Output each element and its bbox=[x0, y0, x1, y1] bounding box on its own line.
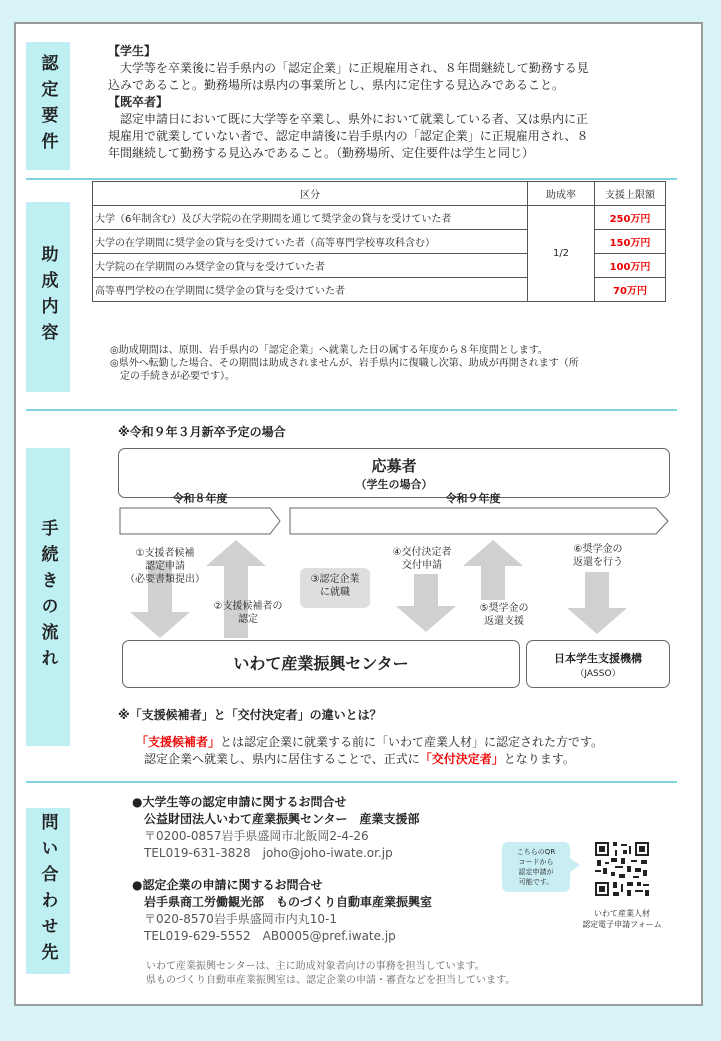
c2-tel[interactable]: TEL019-629-5552 AB0005@pref.iwate.jp bbox=[144, 929, 396, 943]
contact-2 bbox=[132, 877, 512, 945]
c1-org: 公益財団法人いわて産業振興センター 産業支援部 bbox=[144, 812, 420, 826]
student-text-2: 込みであること。勤務場所は県内の事業所とし、県内に定住する見込みであること。 bbox=[108, 78, 565, 92]
c1-address: 〒0200-0857岩手県盛岡市北飯岡2-4-26 bbox=[144, 829, 369, 843]
diff-line-2 bbox=[144, 751, 684, 768]
diff-text-3: となります。 bbox=[503, 752, 575, 766]
term-candidate: 「支援候補者」 bbox=[136, 735, 221, 749]
contact-label: 問い合わせ先 bbox=[26, 808, 70, 974]
graduate-heading: 【既卒者】 bbox=[108, 95, 169, 109]
step5-line2: 返還支援 bbox=[484, 616, 524, 627]
arrow-step4 bbox=[396, 574, 456, 632]
row-category: 大学の在学期間に奨学金の貸与を受けていた者（高等専門学校専攻科含む） bbox=[93, 230, 528, 254]
step6-line2: 返還を行う bbox=[573, 557, 623, 568]
step2-line2: 認定 bbox=[238, 614, 258, 625]
term-recipient: 「交付決定者」 bbox=[419, 752, 504, 766]
footer-2: 県ものづくり自動車産業振興室は、認定企業の申請・審査などを担当しています。 bbox=[146, 975, 516, 986]
jasso-sub: （JASSO） bbox=[575, 669, 621, 679]
row-category: 大学院の在学期間のみ奨学金の貸与を受けていた者 bbox=[93, 254, 528, 278]
qr-caption-1: いわて産業人材 bbox=[594, 909, 650, 918]
student-heading: 【学生】 bbox=[108, 44, 157, 58]
step5-line1: ⑤奨学金の bbox=[479, 603, 529, 614]
row-category: 高等専門学校の在学期間に奨学金の貸与を受けていた者 bbox=[93, 278, 528, 302]
row-limit: 70万円 bbox=[595, 278, 666, 302]
row-category: 大学（6年制含む）及び大学院の在学期間を通じて奨学金の貸与を受けていた者 bbox=[93, 206, 528, 230]
aid-note-3: 定の手続きが必要です）。 bbox=[120, 371, 235, 382]
requirements-label: 認定要件 bbox=[26, 42, 70, 170]
step3-line1: ③認定企業 bbox=[310, 574, 360, 585]
qr-code-icon[interactable] bbox=[593, 840, 651, 898]
step3-line2: に就職 bbox=[320, 587, 350, 598]
contact-1 bbox=[132, 794, 492, 862]
aid-note-2: ◎県外へ転勤した場合、その期間は助成されませんが、岩手県内に復職し次第、助成が再開されます（所 bbox=[110, 358, 579, 369]
step4-text bbox=[382, 546, 462, 572]
center-box: いわて産業振興センター bbox=[122, 640, 520, 688]
rate-cell: 1/2 bbox=[528, 206, 595, 302]
step1-line1: ①支援者候補 bbox=[135, 548, 195, 559]
step2-text bbox=[205, 600, 291, 626]
jasso-title: 日本学生支援機構 bbox=[554, 652, 642, 665]
contact-footer bbox=[146, 960, 686, 988]
c2-title: ●認定企業の申請に関するお問合せ bbox=[132, 878, 323, 892]
qr-bubble-1: こちらのQR bbox=[516, 848, 556, 856]
year-8-arrow bbox=[120, 508, 280, 534]
qr-bubble bbox=[502, 842, 570, 892]
qr-caption bbox=[572, 908, 672, 930]
header-limit: 支援上限額 bbox=[595, 182, 666, 206]
header-rate: 助成率 bbox=[528, 182, 595, 206]
step1-text bbox=[120, 547, 210, 586]
arrow-step5 bbox=[463, 540, 523, 600]
qr-bubble-3: 認定申請が bbox=[518, 868, 554, 876]
step5-text bbox=[466, 602, 542, 628]
applicant-sub: （学生の場合） bbox=[355, 478, 433, 491]
diff-title: ※「支援候補者」と「交付決定者」の違いとは？ bbox=[118, 708, 382, 722]
step1-line2: 認定申請 bbox=[145, 561, 185, 572]
case-note: ※令和９年３月新卒予定の場合 bbox=[118, 425, 286, 439]
year-9-arrow bbox=[290, 508, 668, 534]
diff-text-1: とは認定企業に就業する前に「いわて産業人材」に認定された方です。 bbox=[220, 735, 604, 749]
diff-line-1 bbox=[136, 734, 686, 751]
c1-tel[interactable]: TEL019-631-3828 joho@joho-iwate.or.jp bbox=[144, 846, 393, 860]
step2-line1: ②支援候補者の bbox=[213, 601, 283, 612]
student-text-1: 大学等を卒業後に岩手県内の「認定企業」に正規雇用され、８年間継続して勤務する見 bbox=[120, 61, 589, 75]
c2-address: 〒020-8570岩手県盛岡市内丸10-1 bbox=[144, 912, 338, 926]
year-8-label: 令和８年度 bbox=[172, 492, 228, 505]
step6-text bbox=[560, 543, 636, 569]
step4-line2: 交付申請 bbox=[402, 560, 442, 571]
aid-label: 助成内容 bbox=[26, 202, 70, 392]
row-limit: 250万円 bbox=[595, 206, 666, 230]
qr-bubble-4: 可能です。 bbox=[518, 878, 554, 886]
c2-org: 岩手県商工労働観光部 ものづくり自動車産業振興室 bbox=[144, 895, 433, 909]
graduate-text-2: 規雇用で就業していない者で、認定申請後に岩手県内の「認定企業」に正規雇用され、８ bbox=[108, 129, 589, 143]
footer-1: いわて産業振興センターは、主に助成対象者向けの事務を担当しています。 bbox=[146, 961, 485, 972]
bubble-pointer-icon bbox=[570, 858, 580, 872]
year-9-label: 令和９年度 bbox=[445, 492, 501, 505]
row-limit: 150万円 bbox=[595, 230, 666, 254]
flow-label: 手続きの流れ bbox=[26, 448, 70, 746]
arrow-step6 bbox=[567, 572, 627, 634]
jasso-box bbox=[526, 640, 670, 688]
applicant-title: 応募者 bbox=[371, 457, 417, 475]
step3-box bbox=[300, 568, 370, 608]
graduate-text-3: 年間継続して勤務する見込みであること。（勤務場所、定住要件は学生と同じ） bbox=[108, 146, 535, 160]
diff-text-2: 認定企業へ就業し、県内に居住することで、正式に bbox=[144, 752, 420, 766]
qr-bubble-2: コードから bbox=[518, 858, 554, 866]
section-divider bbox=[26, 781, 677, 783]
qr-caption-2: 認定電子申請フォーム bbox=[582, 920, 662, 929]
c1-title: ●大学生等の認定申請に関するお問合せ bbox=[132, 795, 347, 809]
row-limit: 100万円 bbox=[595, 254, 666, 278]
step4-line1: ④交付決定者 bbox=[392, 547, 452, 558]
aid-note-1: ◎助成期間は、原則、岩手県内の「認定企業」へ就業した日の属する年度から８年度間とします。 bbox=[110, 345, 548, 356]
graduate-text-1: 認定申請日において既に大学等を卒業し、県外において就業している者、又は県内に正 bbox=[120, 112, 589, 126]
step1-line3: （必要書類提出） bbox=[125, 574, 205, 585]
header-category: 区分 bbox=[93, 182, 528, 206]
step6-line1: ⑥奨学金の bbox=[573, 544, 623, 555]
